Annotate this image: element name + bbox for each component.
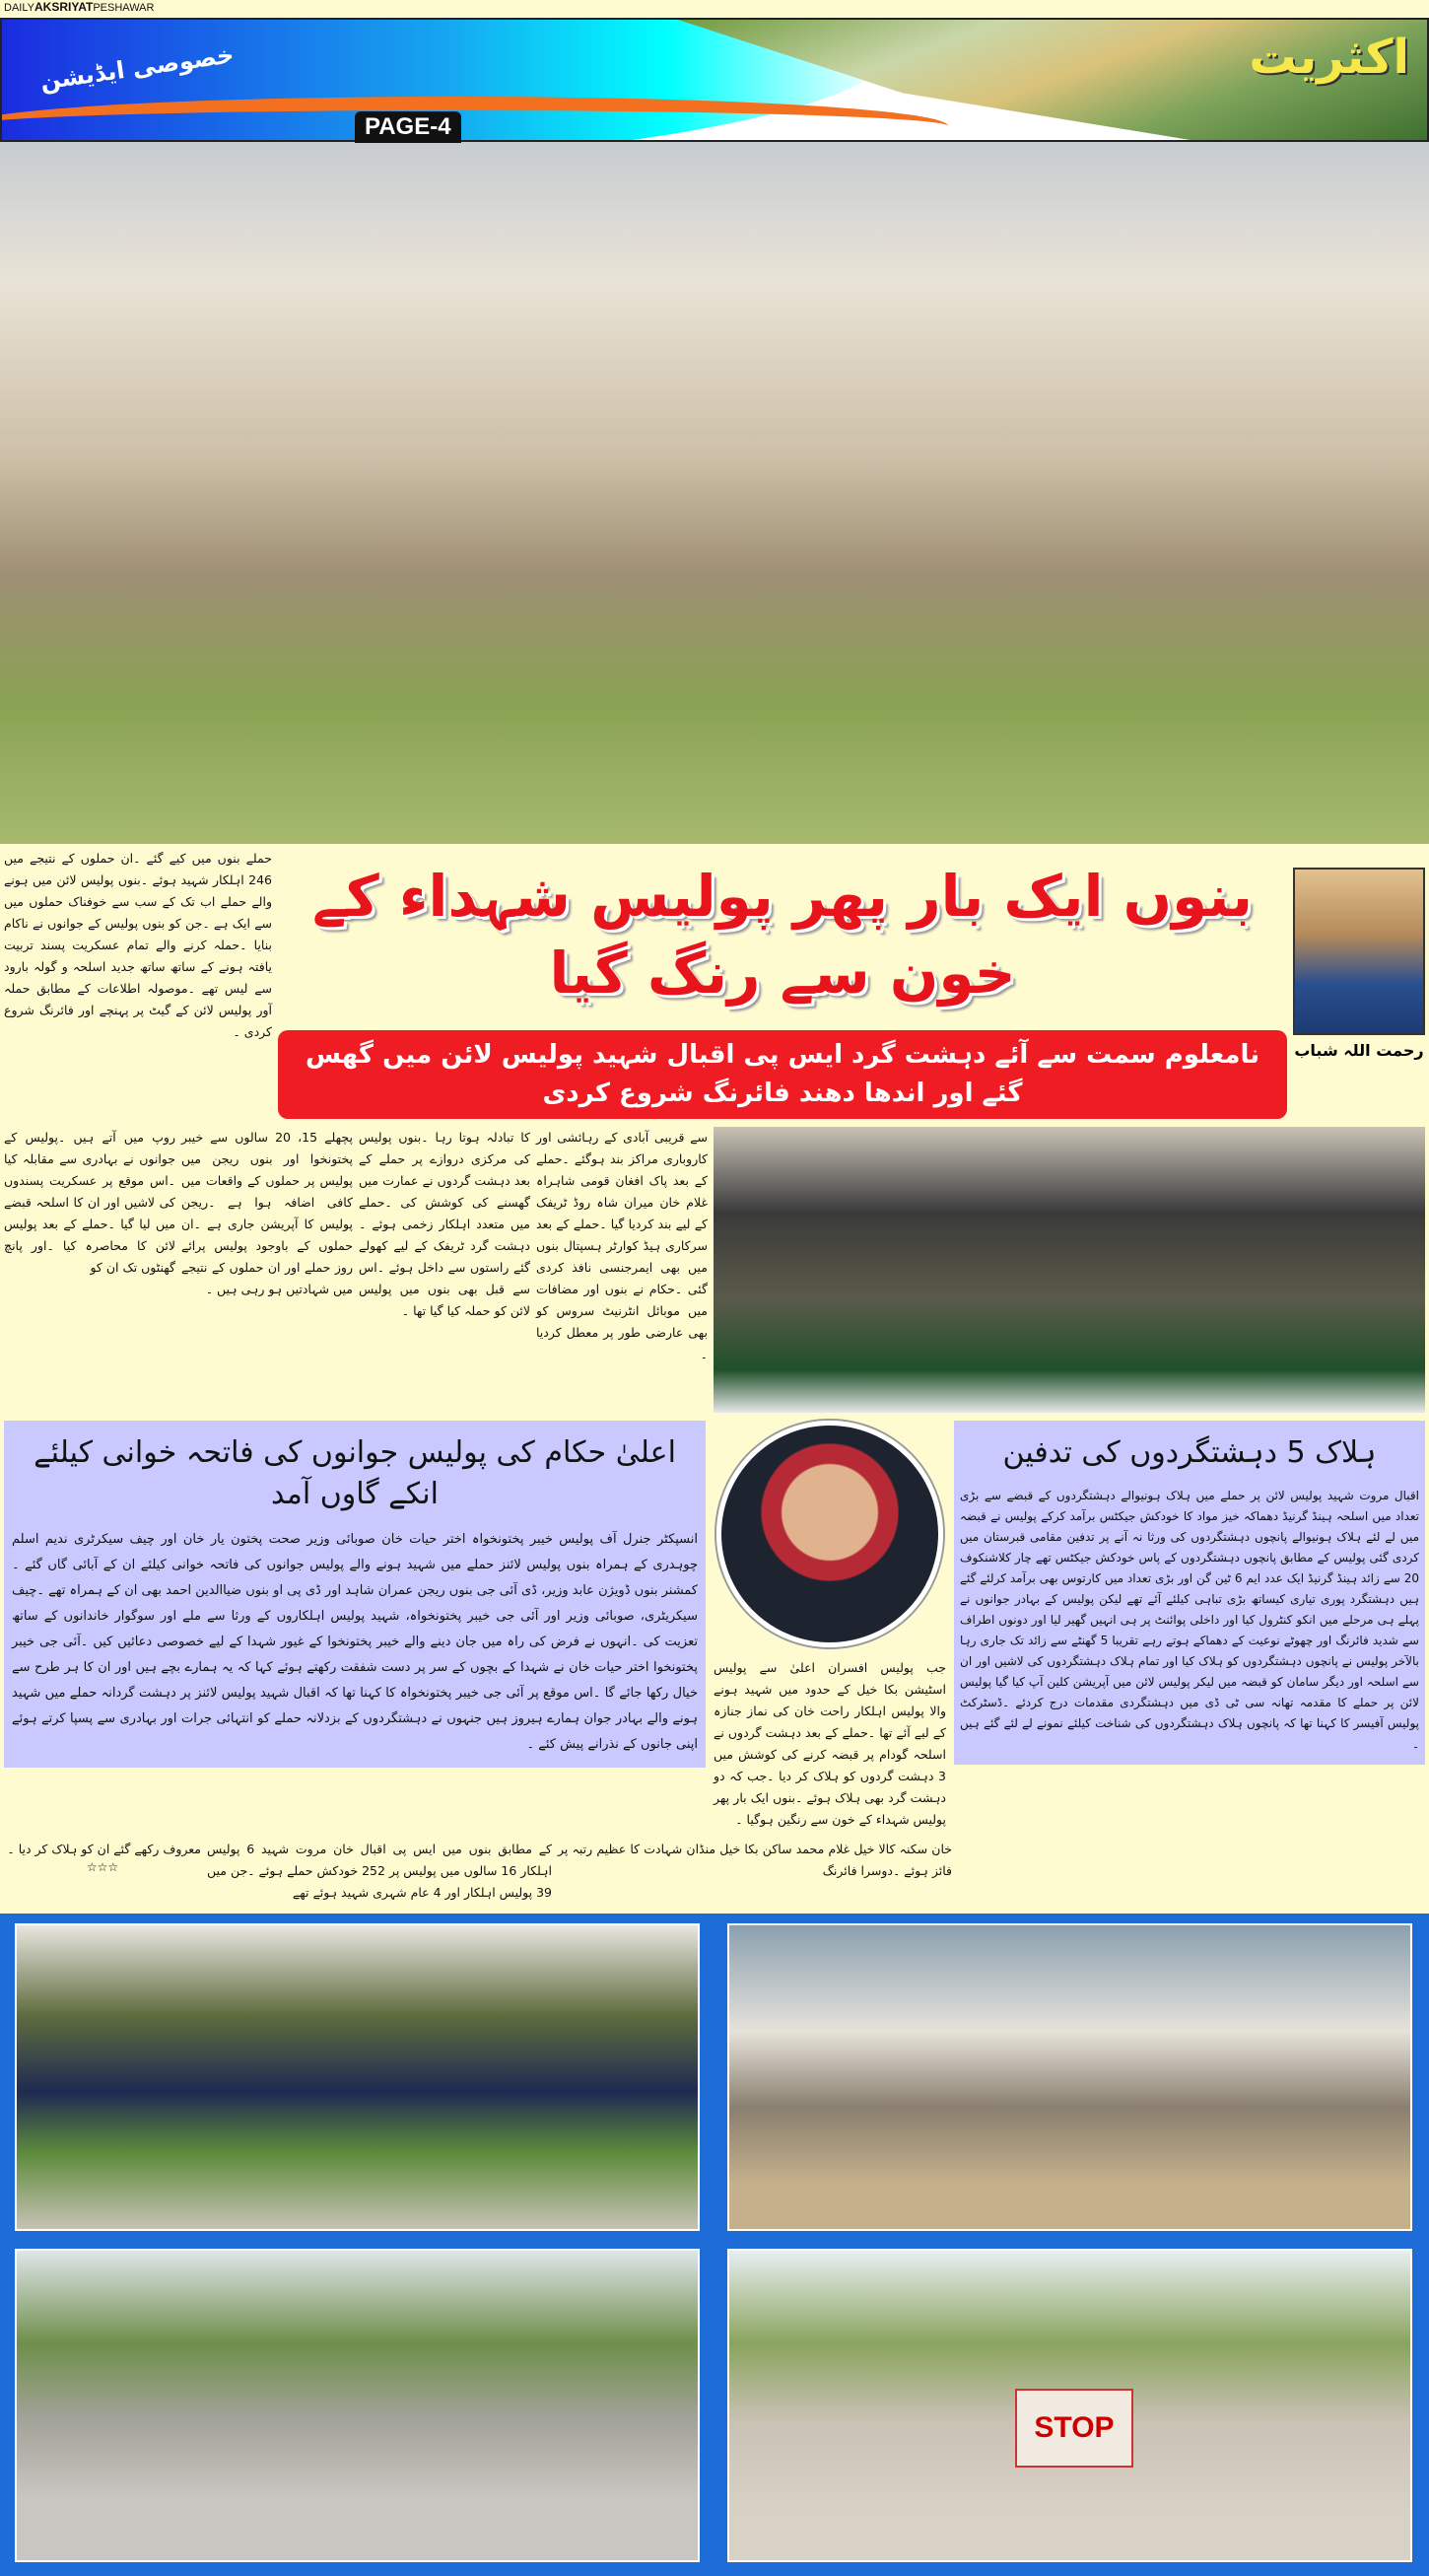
burial-story-headline: ہلاک 5 دہشتگردوں کی تدفین: [1002, 1434, 1377, 1470]
header: [0, 0, 1429, 142]
funeral-prayer-photo: [714, 1127, 1425, 1413]
photo-gallery: [0, 1914, 1429, 2576]
stop-sign: STOP: [1015, 2389, 1133, 2468]
bottom-text-left: معروف رکھے گئے ان کو ہلاک کر دیا ۔: [7, 1841, 201, 1856]
headline-row: [0, 844, 1429, 1123]
author-name: رحمت اللہ شباب: [1294, 1041, 1424, 1060]
ig-police-portrait: [716, 1421, 943, 1647]
bottom-lines-row: [0, 1835, 1429, 1908]
bottom-text-right: خان سکنہ کالا خیل غلام محمد ساکن بکا خیل منڈان شہادت کا عظیم رتبہ پر فائز ہوئے ۔دوسرا فائرنگ: [558, 1841, 952, 1878]
photo-road-barricade: [15, 2249, 700, 2562]
masthead: [4, 0, 154, 14]
secondary-stories-row: [0, 1417, 1429, 1835]
main-story-column-1: سے قریبی آبادی کے رہائشی اور کاروباری مراکز بند ہوگئے ۔حملے کے بعد پاک افغان قومی شاہراہ غلام خان میران شاہ روڈ ٹریفک کے لیے بند کردیا گیا ۔حملے کے بعد سرکاری ہیڈ کوارٹر ہسپتال بنوں میں بھی ایمرجنسی نافذ کردی گئی ۔حکام نے بنوں اور مضافات میں موبائل انٹرنیٹ سروس کو بھی عارضی طور پر معطل کردیا ۔: [536, 1129, 708, 1361]
officials-story-headline: اعلیٰ حکام کی پولیس جوانوں کی فاتحہ خوانی کیلئے انکے گاوں آمد: [34, 1434, 676, 1511]
photo-stop-barrier: [727, 2249, 1412, 2562]
page-number-badge: PAGE-4: [355, 111, 461, 143]
banner: [0, 18, 1429, 142]
main-story-column-4: روپ میں آتے ہیں ۔پولیس کے جوانوں نے بہادری سے مقابلہ کیا ۔اس موقع پر عسکریت پسندوں کی لاشیں اور ان کا اسلحہ قبضے میں لیا گیا ۔حملے کے بعد پولیس لائن کا محاصرہ کیا ۔اور پانچ گھنٹوں تک ان کو: [4, 1129, 175, 1275]
headline-block: [278, 848, 1287, 1119]
main-story-left-column: حملے بنوں میں کیے گئے ۔ان حملوں کے نتیجے میں 246 اہلکار شہید ہوئے ۔بنوں پولیس لائن میں ہونے والے حملے اب تک کے سب سے خوفناک حملوں میں سے ایک ہے ۔جن کو بنوں پولیس کے جوانوں نے ناکام بنایا ۔حملہ کرنے والے تمام عسکریت پسند تربیت یافتہ ہونے کے ساتھ ساتھ جدید اسلحہ و گولہ بارود سے لیس تھے ۔موصولہ اطلاعات کے مطابق حملہ آور پولیس لائن کے گیٹ پر پہنچے اور فائرنگ شروع کردی ۔: [4, 851, 272, 1039]
burial-story-box: [954, 1421, 1425, 1765]
main-story-column-2: کا تبادلہ ہوتا رہا ۔بنوں پولیس کی مرکزی دروازے پر حملے کے بعد دہشت گردوں نے عمارت میں گھسنے کی کوشش کی ۔حملے میں متعدد اہلکار زخمی ہوئے ۔دہشت گرد ٹریفک کے لیے کھولے گئے راستوں سے داخل ہوئے ۔اس سے قبل بھی بنوں میں پولیس لائن کو حملہ کیا گیا تھا ۔: [359, 1129, 530, 1318]
author-block: [1293, 868, 1425, 1060]
edition-label: خصوصی ایڈیشن: [38, 40, 236, 96]
photo-officials-with-elders: [727, 1923, 1412, 2231]
masthead-city: PESHAWAR: [93, 2, 155, 14]
bottom-left-block: [4, 1839, 201, 1874]
masthead-daily: DAILY: [4, 2, 34, 14]
masthead-name: AKSRIYAT: [34, 0, 94, 14]
end-stars: ☆☆☆: [86, 1859, 119, 1874]
officials-story-body: انسپکٹر جنرل آف پولیس خیبر پختونخواہ اختر حیات خان صوبائی وزیر صحت پختون یار خان اور چیف سیکرٹری ندیم اسلم چوہدری کے ہمراہ بنوں پولیس لائنز حملے میں شہید ہونے والے پولیس جوانوں کی فاتحہ خوانی کیلئے ان کے آبائی گاں گئے ۔کمشنر بنوں ڈویژن عابد وزیر، ڈی آئی جی بنوں ریجن عمران شاہد اور ڈی پی او بنوں ضیاالدین احمد بھی ان کے ہمراہ تھے ۔چیف سیکریٹری، صوبائی وزیر اور آئی جی خیبر پختونخواہ، شہید پولیس اہلکاروں کے ورثا سے ملے اور سوگوار خاندانوں کے ساتھ تعزیت کی ۔انہوں نے فرض کی راہ میں جان دینے والے خیبر پختونخوا کے غیور شہدا کے لیے خصوصی دعائیں کیں ۔آئی جی خیبر پختونخوا اختر حیات خان نے شہدا کے بچوں کے سر پر دست شفقت رکھتے ہوئے کہا کہ یہ ہمارے بچے ہیں اور ان کا ہر طرح سے خیال رکھا جائے گا ۔اس موقع پر آئی جی خیبر پختونخواہ کا کہنا تھا کہ اقبال شہید پولیس لائنز پر دہشت گردانہ حملے میں شہید ہونے والے بہادر جوان ہمارے ہیروز ہیں جنہوں نے دہشتگردوں کے بزدلانہ حملے کو انتہائی جرات اور بہادری سے پسپا کرتے ہوئے اپنی جانوں کے نذرانے پیش کئے ۔: [12, 1531, 698, 1752]
bottom-text-mid: کے مطابق بنوں میں ایس پی اقبال خان مروت شہید 6 پولیس اہلکار 16 سالوں میں پولیس پر 252 خودکش حملے ہوئے ۔جن میں 39 پولیس اہلکار اور 4 عام شہری شہید ہوئے تھے: [207, 1841, 552, 1900]
author-photo: [1293, 868, 1425, 1035]
middle-block: [712, 1421, 948, 1831]
middle-column-story: جب پولیس افسران اعلیٰ سے پولیس اسٹیشن بکا خیل کے حدود میں شہید ہونے والا پولیس اہلکار راحت خان کی نماز جنازہ کے لیے آئے تھا ۔حملے کے بعد دہشت گردوں نے اسلحہ گودام پر قبضہ کرنے کی کوشش میں 3 دہشت گردوں کو ہلاک کر دیا ۔جب کہ دو دہشت گرد بھی ہلاک ہوئے ۔بنوں ایک بار پھر پولیس شہداء کے خون سے رنگین ہوگیا ۔: [714, 1659, 946, 1827]
main-subheadline: نامعلوم سمت سے آئے دہشت گرد ایس پی اقبال شہید پولیس لائن میں گھس گئے اور اندھا دھند فائرنگ شروع کردی: [278, 1030, 1287, 1119]
officials-story-box: [4, 1421, 706, 1768]
newspaper-logo: اکثریت: [1249, 30, 1409, 85]
story-columns-row: [0, 1123, 1429, 1417]
main-headline: بنوں ایک بار پھر پولیس شہداء کے خون سے رنگ گیا: [312, 863, 1253, 1008]
main-story-column-3: پچھلے 15، 20 سالوں سے خیبر پختونخوا اور بنوں ریجن میں پولیس پر حملوں کے واقعات میں کافی اضافہ ہوا ہے ۔ریجن پولیس کا آپریشن جاری ہے ۔ان حملوں کے باوجود پولیس پرائے روز حملے اور ان حملوں کے نتیجے میں شہادتیں ہو رہی ہیں ۔: [181, 1129, 353, 1296]
main-photo-police-lines: [0, 142, 1429, 844]
photo-ig-with-children: [15, 1923, 700, 2231]
burial-story-body: اقبال مروت شہید پولیس لائن پر حملے میں ہلاک ہونیوالے دہشتگردوں کے قبضے سے بڑی تعداد میں اسلحہ ہینڈ گرنیڈ دھماکہ خیز مواد کا خودکش جیکٹس برآمد کرکے پولیس نے قبضہ میں لے لئے ہلاک ہونیوالے پانچوں دہشتگردوں کی ورثا نہ آنے پر تدفین مقامی قبرستان میں کردی گئی پولیس کے مطابق پانچوں دہشتگردوں کے پاس خودکش جیکٹس تھے چار کلاشنکوف 20 سے زائد ہینڈ گرنیڈ ایک عدد ایم 6 ٹین گن اور بڑی تعداد میں کارتوس بھی برآمد کرلئے گئے ہیں دہشتگرد پوری تیاری کیساتھ بڑی تباہی کیلئے آئے تھے لیکن پولیس کے بہادر جوانوں نے پہلے ہی مرحلے میں انکو کنٹرول کیا اور داخلی پوائنٹ پر ہی انہیں گھیر لیا اور دونوں اطراف سے شدید فائرنگ اور چھوٹے نوعیت کے دھماکے ہوتے رہے تقریبا 5 گھنٹے سے زائد تک جاری رہا بالآخر پولیس نے پانچوں دہشتگردوں کو ہلاک کیا اور تمام ہلاک دہشتگردوں کی لاشیں اور ان سے اسلحہ اور دیگر سامان کو قبضہ میں لیکر پولیس لائن میں آپریشن کلین آپ کیا گیا پولیس لائن پر حملے کا مقدمہ تھانہ سی ٹی ڈی میں دہشتگردی مقدمات درج کردئے ۔ڈسٹرکٹ پولیس آفیسر کا کہنا تھا کہ پانچوں ہلاک دہشتگردوں کی شناخت کیلئے نمونے لے لئے گئے ہیں ۔: [960, 1488, 1420, 1751]
